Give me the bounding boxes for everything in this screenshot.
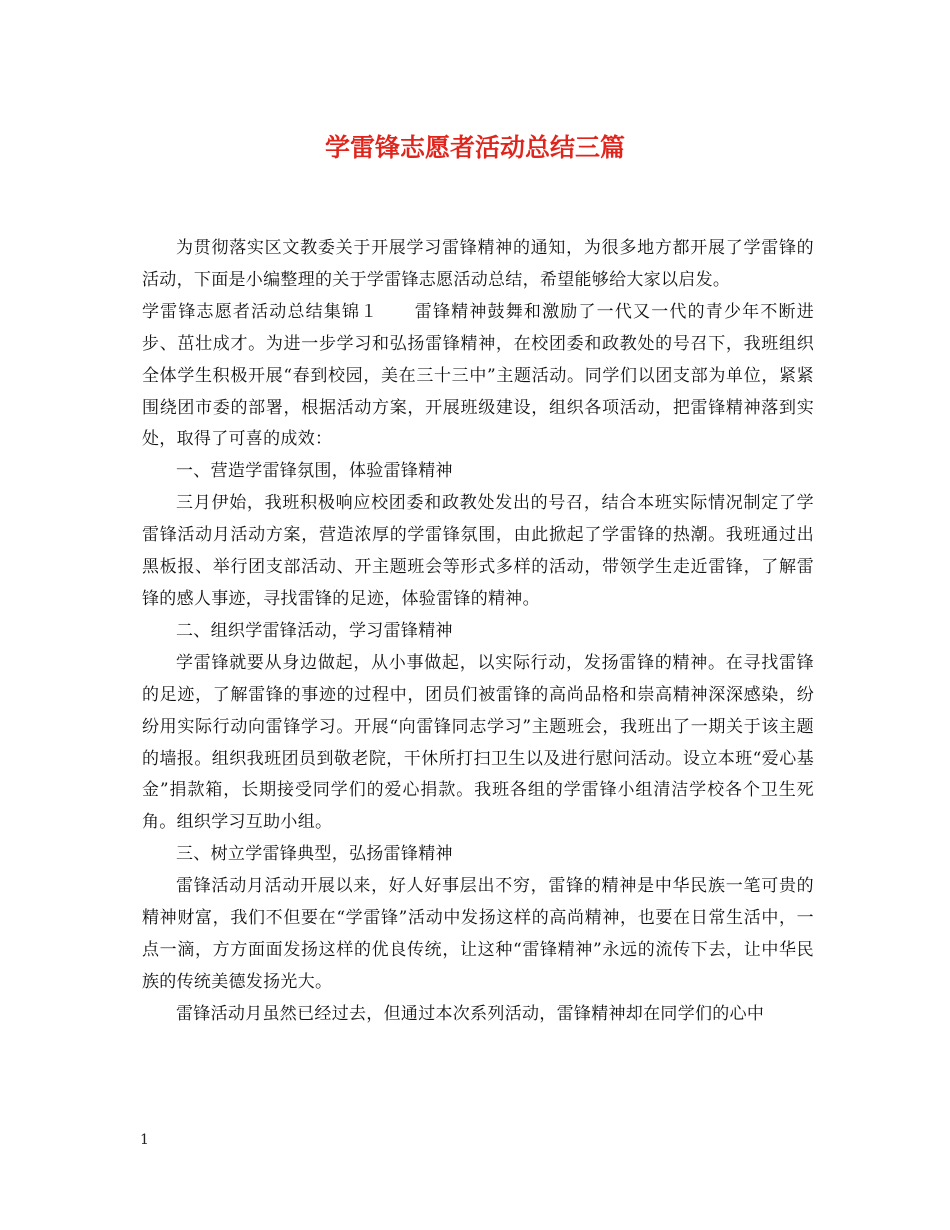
paragraph-section-1: 三月伊始，我班积极响应校团委和政教处发出的号召，结合本班实际情况制定了学雷锋活动月活动方案，营造浓厚的学雷锋氛围，由此掀起了学雷锋的热潮。我班通过出黑板报、举行团支部活动、开主题班会等形式多样的活动，带领学生走近雷锋，了解雷锋的感人事迹，寻找雷锋的足迹，体验雷锋的精神。: [142, 493, 814, 609]
paragraph-section-3: 雷锋活动月活动开展以来，好人好事层出不穷，雷锋的精神是中华民族一笔可贵的精神财富，我们不但要在“学雷锋”活动中发扬这样的高尚精神，也要在日常生活中，一点一滴，方方面面发扬这样的优良传统，让这种“雷锋精神”永远的流传下去，让中华民族的传统美德发扬光大。: [142, 876, 814, 992]
paragraph-closing: 雷锋活动月虽然已经过去，但通过本次系列活动，雷锋精神却在同学们的心中: [176, 1003, 765, 1024]
paragraph-section-2: 学雷锋就要从身边做起，从小事做起，以实际行动，发扬雷锋的精神。在寻找雷锋的足迹，了解雷锋的事迹的过程中，团员们被雷锋的高尚品格和崇高精神深深感染，纷纷用实际行动向雷锋学习。开展“向雷锋同志学习”主题班会，我班出了一期关于该主题的墙报。组织我班团员到敬老院，干休所打扫卫生以及进行慰问活动。设立本班“爱心基金”捐款箱，长期接受同学们的爱心捐款。我班各组的学雷锋小组清洁学校各个卫生死角。组织学习互助小组。: [142, 652, 814, 833]
paragraph-collection-1: 学雷锋志愿者活动总结集锦１ 雷锋精神鼓舞和激励了一代又一代的青少年不断进步、茁壮成才。为进一步学习和弘扬雷锋精神，在校团委和政教处的号召下，我班组织全体学生积极开展“春到校园，美在三十三中”主题活动。同学们以团支部为单位，紧紧围绕团市委的部署，根据活动方案，开展班级建设，组织各项活动，把雷锋精神落到实处，取得了可喜的成效：: [142, 301, 814, 450]
section-heading-1: 一、营造学雷锋氛围，体验雷锋精神: [176, 461, 453, 482]
paragraph-intro: 为贯彻落实区文教委关于开展学习雷锋精神的通知，为很多地方都开展了学雷锋的活动，下面是小编整理的关于学雷锋志愿活动总结，希望能够给大家以启发。: [142, 238, 814, 290]
section-heading-3: 三、树立学雷锋典型，弘扬雷锋精神: [176, 844, 453, 865]
document-body: [142, 233, 814, 1031]
document-title: 学雷锋志愿者活动总结三篇: [324, 133, 625, 162]
page-number: 1: [140, 1132, 149, 1148]
section-heading-2: 二、组织学雷锋活动，学习雷锋精神: [176, 620, 453, 641]
